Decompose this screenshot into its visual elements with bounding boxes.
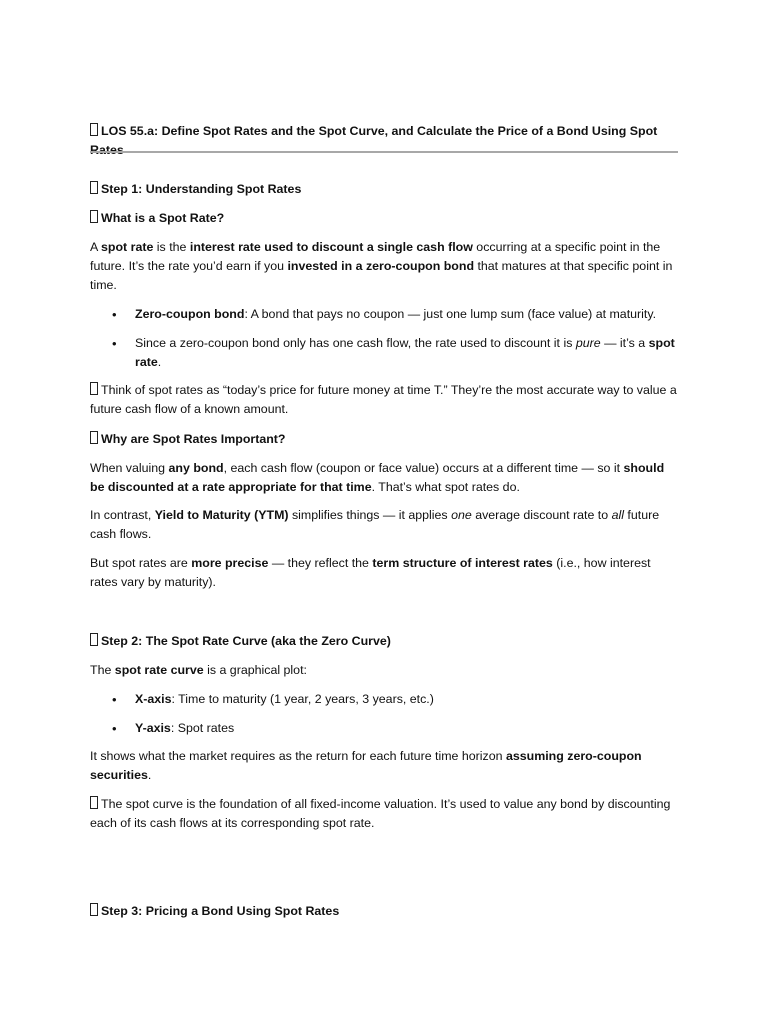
what-is-spot-rate-heading: What is a Spot Rate? — [90, 209, 678, 228]
list-item: • Since a zero-coupon bond only has one cash flow, the rate used to discount it is pure — it’s a spot rate. — [90, 334, 678, 372]
missing-glyph-icon — [90, 181, 98, 194]
spot-curve-tip: The spot curve is the foundation of all fixed-income valuation. It’s used to value any bond by discounting each of its cash flows at its corresponding spot rate. — [90, 797, 671, 830]
why-paragraph-1: When valuing any bond, each cash flow (coupon or face value) occurs at a different time — so it should be discounted at a rate appropriate for that time. That’s what spot rates do. — [90, 461, 665, 494]
list-item: • Y-axis: Spot rates — [90, 719, 678, 738]
page-title: LOS 55.a: Define Spot Rates and the Spot Curve, and Calculate the Price of a Bond Using Spot Rates — [90, 124, 658, 157]
step1-heading: Step 1: Understanding Spot Rates — [90, 180, 678, 199]
step3-heading: Step 3: Pricing a Bond Using Spot Rates — [90, 902, 678, 921]
missing-glyph-icon — [90, 903, 98, 916]
list-item: • Zero-coupon bond: A bond that pays no coupon — just one lump sum (face value) at maturity. — [90, 305, 678, 324]
missing-glyph-icon — [90, 123, 98, 136]
zero-coupon-list — [90, 305, 678, 372]
axis-list — [90, 690, 678, 738]
why-paragraph-2: In contrast, Yield to Maturity (YTM) simplifies things — it applies one average discount rate to all future cash flows. — [90, 508, 660, 541]
spot-curve-intro: The spot rate curve is a graphical plot: — [90, 663, 307, 677]
missing-glyph-icon — [90, 382, 98, 395]
why-paragraph-3: But spot rates are more precise — they reflect the term structure of interest rates (i.e., how interest rates vary by maturity). — [90, 556, 651, 589]
why-important-heading: Why are Spot Rates Important? — [90, 430, 678, 449]
spot-curve-paragraph: It shows what the market requires as the return for each future time horizon assuming zero-coupon securities. — [90, 749, 642, 782]
list-item: • X-axis: Time to maturity (1 year, 2 years, 3 years, etc.) — [90, 690, 678, 709]
missing-glyph-icon — [90, 210, 98, 223]
missing-glyph-icon — [90, 796, 98, 809]
spot-rate-tip: Think of spot rates as “today’s price for future money at time T.” They’re the most accurate way to value a future cash flow of a known amount. — [90, 383, 677, 416]
missing-glyph-icon — [90, 633, 98, 646]
spot-rate-definition: A spot rate is the interest rate used to discount a single cash flow occurring at a specific point in the future. It’s the rate you’d earn if you invested in a zero-coupon bond that matures at that specific point in time. — [90, 240, 673, 292]
step2-heading: Step 2: The Spot Rate Curve (aka the Zero Curve) — [90, 632, 678, 651]
missing-glyph-icon — [90, 431, 98, 444]
horizontal-divider — [90, 151, 678, 153]
